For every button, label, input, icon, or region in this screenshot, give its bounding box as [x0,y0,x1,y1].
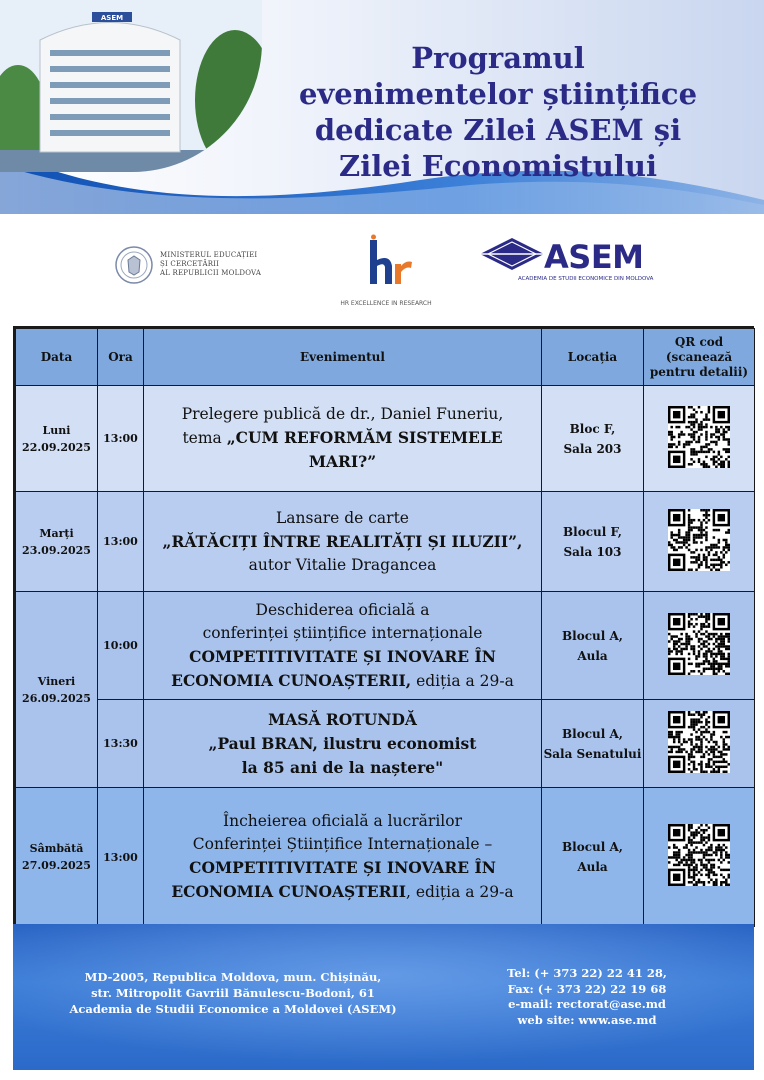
row-day: Sâmbătă [29,842,84,855]
row-time: 13:00 [98,492,144,592]
row-day: Luni [42,423,71,437]
row-qr[interactable] [644,700,755,788]
hr-excellence-logo [340,234,432,310]
ministry-line: AL REPUBLICII MOLDOVA [160,269,262,277]
location-line: Bloc F, [569,421,616,436]
row-date [16,592,98,788]
row-date-value: 23.09.2025 [22,543,91,557]
row-time: 13:00 [98,386,144,492]
header-qr-line: (scanează [665,349,733,364]
row-event [144,492,542,592]
event-bold: ECONOMIA CUNOAȘTERII [171,882,406,901]
location-line: Blocul A, [562,840,623,854]
asem-logo [478,236,654,290]
table-row [16,700,755,788]
event-line: Încheierea oficială a lucrărilor [222,812,462,830]
event-bold: COMPETITIVITATE ȘI INOVARE ÎN [189,858,496,877]
location-line: Blocul F, [563,524,622,539]
qr-code-icon[interactable] [668,824,730,886]
event-bold: „Paul BRAN, ilustru economist [208,733,477,753]
contact-email[interactable]: e-mail: rectorat@ase.md [508,997,666,1011]
row-qr[interactable] [644,592,755,700]
asem-subtitle: ACADEMIA DE STUDII ECONOMICE DIN MOLDOVA [518,276,654,282]
title-line: Zilei Economistului [339,149,657,183]
contact-website[interactable]: web site: www.ase.md [517,1012,657,1027]
row-time: 10:00 [98,592,144,700]
address-line: MD-2005, Republica Moldova, mun. Chișinău, [84,970,382,984]
row-date-value: 27.09.2025 [22,859,91,872]
row-qr[interactable] [644,788,755,927]
row-location [542,700,644,788]
event-line: Prelegere publică de dr., Daniel Funeriu, [181,405,504,423]
event-suffix: , ediția a 29-a [406,883,514,901]
title-line: Programul [411,41,585,75]
footer-contact [497,966,677,1028]
hr-logo-icon [340,234,432,298]
location-line: Aula [577,648,608,663]
row-location [542,386,644,492]
page-title [292,40,704,184]
row-event [144,386,542,492]
footer [13,924,754,1070]
location-line: Blocul A, [562,726,623,741]
contact-fax: Fax: (+ 373 22) 22 19 68 [507,981,667,996]
row-day: Vineri [37,674,76,688]
qr-code-icon[interactable] [668,613,730,675]
event-suffix: ediția a 29-a [411,671,514,690]
event-bold: COMPETITIVITATE ȘI INOVARE ÎN [189,646,496,666]
location-line: Sala 203 [563,441,622,456]
event-line: Deschiderea oficială a [255,600,430,619]
event-bold: la 85 ani de la naștere" [241,757,444,777]
ministry-line: ȘI CERCETĂRII [160,260,220,268]
row-location [542,492,644,592]
row-time: 13:00 [98,788,144,927]
header-qr-line: QR cod [674,334,724,349]
location-line: Aula [577,860,608,874]
qr-code-icon[interactable] [668,711,730,773]
footer-address [63,969,403,1017]
row-event [144,592,542,700]
table-row [16,386,755,492]
row-date-value: 22.09.2025 [22,440,91,454]
event-line: Conferinței Științifice Internaționale – [192,835,493,853]
asem-wordmark: ASEM [544,238,644,276]
row-date [16,386,98,492]
event-bold: „CUM REFORMĂM SISTEMELE MARI?” [226,428,503,471]
event-line: autor Vitalie Dragancea [248,555,437,574]
table-row [16,592,755,700]
header-location: Locația [542,329,644,386]
ministry-line: MINISTERUL EDUCAȚIEI [160,251,258,259]
row-location [542,592,644,700]
event-bold: „RĂTĂCIȚI ÎNTRE REALITĂȚI ȘI ILUZII”, [162,531,523,551]
row-location [542,788,644,927]
row-event [144,700,542,788]
header-qr [644,329,755,386]
asem-emblem-icon [478,236,546,272]
events-table [13,326,754,924]
row-qr[interactable] [644,492,755,592]
ministry-emblem-icon [114,242,156,288]
location-line: Sala Senatului [543,746,642,761]
title-line: dedicate Zilei ASEM și [314,113,682,147]
row-date [16,492,98,592]
event-line: Lansare de carte [276,508,409,527]
table-header-row [16,329,755,386]
table-row [16,788,755,927]
header-event: Evenimentul [144,329,542,386]
qr-code-icon[interactable] [668,509,730,571]
event-bold: MASĂ ROTUNDĂ [268,709,417,729]
header-time: Ora [98,329,144,386]
location-line: Blocul A, [562,628,623,643]
event-prefix: tema [182,429,227,447]
header-banner [0,0,764,214]
ministry-logo [114,242,264,288]
row-day: Marți [39,526,74,540]
event-bold: ECONOMIA CUNOAȘTERII, [171,670,412,690]
photo-sign-text: ASEM [100,14,124,22]
qr-code-icon[interactable] [668,406,730,468]
row-date-value: 26.09.2025 [22,691,91,705]
header-date: Data [16,329,98,386]
location-line: Sala 103 [563,544,622,559]
row-date [16,788,98,927]
title-line: evenimentelor științifice [298,77,698,111]
row-event [144,788,542,927]
row-time: 13:30 [98,700,144,788]
address-line: Academia de Studii Economice a Moldovei (ASEM) [69,1002,397,1016]
event-line: conferinței științifice internaționale [202,623,483,642]
address-line: str. Mitropolit Gavriil Bănulescu-Bodoni, 61 [91,986,375,1000]
contact-phone: Tel: (+ 373 22) 22 41 28, [507,966,667,980]
hr-label: HR EXCELLENCE IN RESEARCH [340,300,432,307]
row-qr[interactable] [644,386,755,492]
header-qr-line: pentru detalii) [649,364,749,379]
table-row [16,492,755,592]
logos-row [0,214,764,324]
